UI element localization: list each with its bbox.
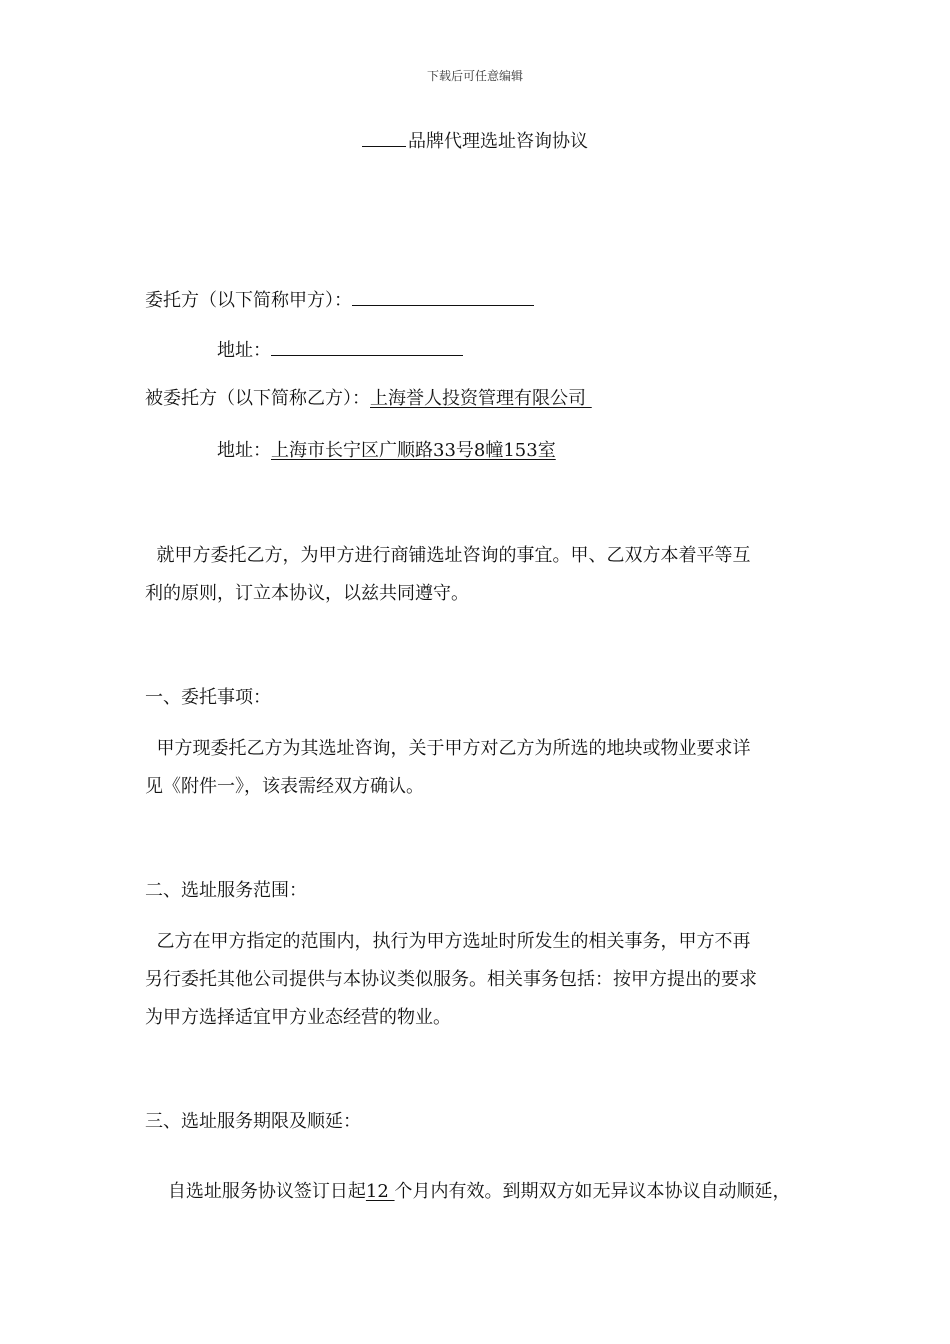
section-2-line-3: 为甲方选择适宜甲方业态经营的物业。 (145, 1007, 451, 1028)
client-address-label: 地址： (217, 340, 271, 361)
agent-label: 被委托方（以下简称乙方）： (145, 388, 370, 409)
client-label: 委托方（以下简称甲方）： (145, 290, 352, 311)
section-3-line-1 (145, 1162, 791, 1202)
section-2-heading: 二、选址服务范围： (145, 880, 307, 901)
title-blank-line (362, 128, 406, 147)
agent-row (145, 389, 592, 409)
client-row (145, 287, 534, 311)
section-1-line-2: 见《附件一》，该表需经双方确认。 (145, 776, 424, 797)
section-3-text-after: 个月内有效。到期双方如无异议本协议自动顺延， (394, 1181, 791, 1202)
agent-address: 上海市长宁区广顺路33号8幢153室 (271, 440, 556, 461)
section-1-heading: 一、委托事项： (145, 687, 271, 708)
client-address-row (217, 337, 463, 361)
document-title (0, 127, 950, 153)
agent-name: 上海誉人投资管理有限公司 (370, 388, 592, 409)
agent-address-row (217, 441, 556, 461)
intro-line-2: 利的原则，订立本协议，以兹共同遵守。 (145, 583, 469, 604)
section-2-line-1: 乙方在甲方指定的范围内，执行为甲方选址时所发生的相关事务，甲方不再 (145, 931, 751, 952)
section-3-text-before: 自选址服务协议签订日起 (156, 1181, 366, 1202)
section-3-heading: 三、选址服务期限及顺延： (145, 1111, 361, 1132)
client-address-field (271, 337, 463, 356)
header-note: 下载后可任意编辑 (426, 69, 523, 83)
title-text: 品牌代理选址咨询协议 (408, 131, 588, 152)
agent-address-label: 地址： (217, 440, 271, 461)
section-2-line-2: 另行委托其他公司提供与本协议类似服务。相关事务包括：按甲方提出的要求 (145, 969, 757, 990)
intro-line-1: 就甲方委托乙方，为甲方进行商铺选址咨询的事宜。甲、乙双方本着平等互 (145, 545, 751, 566)
client-name-field (352, 287, 534, 306)
section-1-line-1: 甲方现委托乙方为其选址咨询，关于甲方对乙方为所选的地块或物业要求详 (145, 738, 751, 759)
term-months: 12 (365, 1181, 395, 1202)
